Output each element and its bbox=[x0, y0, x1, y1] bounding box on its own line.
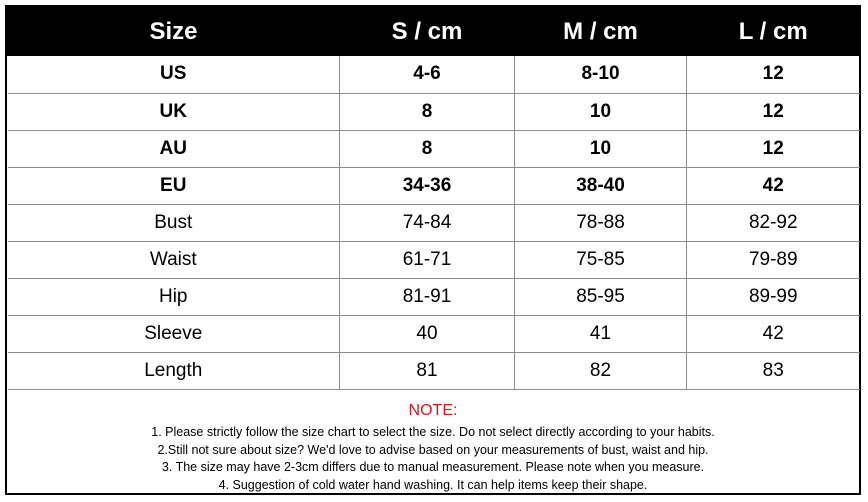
table-cell: 75-85 bbox=[515, 241, 687, 278]
table-row bbox=[8, 93, 860, 130]
table-cell: 40 bbox=[340, 315, 515, 352]
table-row bbox=[8, 167, 860, 204]
note-line: 4. Suggestion of cold water hand washing. It can help items keep their shape. bbox=[218, 477, 648, 492]
table-cell: 34-36 bbox=[340, 167, 515, 204]
table-cell: 38-40 bbox=[515, 167, 687, 204]
table-row bbox=[8, 352, 860, 389]
table-row bbox=[8, 278, 860, 315]
table-cell: 61-71 bbox=[340, 241, 515, 278]
table-cell: 83 bbox=[687, 352, 860, 389]
table-cell: 10 bbox=[515, 130, 687, 167]
table-row bbox=[8, 241, 860, 278]
table-cell: 8-10 bbox=[515, 56, 687, 93]
table-row bbox=[8, 56, 860, 93]
table-cell: 82-92 bbox=[687, 204, 860, 241]
table-cell: 12 bbox=[687, 56, 860, 93]
table-cell: 89-99 bbox=[687, 278, 860, 315]
row-label: EU bbox=[8, 167, 340, 204]
row-label: Hip bbox=[8, 278, 340, 315]
table-cell: 12 bbox=[687, 93, 860, 130]
table-cell: 79-89 bbox=[687, 241, 860, 278]
row-label: US bbox=[8, 56, 340, 93]
table-cell: 81 bbox=[340, 352, 515, 389]
row-label: Bust bbox=[8, 204, 340, 241]
table-cell: 82 bbox=[515, 352, 687, 389]
table-cell: 12 bbox=[687, 130, 860, 167]
table-cell: 74-84 bbox=[340, 204, 515, 241]
table-cell: 8 bbox=[340, 130, 515, 167]
header-row bbox=[8, 7, 860, 56]
table-cell: 78-88 bbox=[515, 204, 687, 241]
row-label: Length bbox=[8, 352, 340, 389]
header-m: M / cm bbox=[515, 7, 687, 56]
table-row bbox=[8, 315, 860, 352]
note-line: 3. The size may have 2-3cm differs due to manual measurement. Please note when you measure. bbox=[161, 460, 705, 474]
header-l: L / cm bbox=[687, 7, 860, 56]
table-cell: 85-95 bbox=[515, 278, 687, 315]
table-cell: 4-6 bbox=[340, 56, 515, 93]
notes-section bbox=[7, 391, 859, 493]
header-s: S / cm bbox=[340, 7, 515, 56]
header-size: Size bbox=[8, 7, 340, 56]
table-cell: 42 bbox=[687, 315, 860, 352]
row-label: Waist bbox=[8, 241, 340, 278]
table-row bbox=[8, 130, 860, 167]
table-row bbox=[8, 204, 860, 241]
table-cell: 10 bbox=[515, 93, 687, 130]
row-label: UK bbox=[8, 93, 340, 130]
size-table bbox=[7, 7, 860, 390]
table-cell: 42 bbox=[687, 167, 860, 204]
table-cell: 8 bbox=[340, 93, 515, 130]
note-line: 1. Please strictly follow the size chart to select the size. Do not select directly according to your habits. bbox=[151, 425, 715, 439]
table-cell: 41 bbox=[515, 315, 687, 352]
table-cell: 81-91 bbox=[340, 278, 515, 315]
row-label: AU bbox=[8, 130, 340, 167]
row-label: Sleeve bbox=[8, 315, 340, 352]
note-line: 2.Still not sure about size? We'd love to advise based on your measurements of bust, waist and hip. bbox=[157, 442, 709, 457]
note-title: NOTE: bbox=[408, 402, 458, 419]
size-chart bbox=[5, 5, 861, 495]
